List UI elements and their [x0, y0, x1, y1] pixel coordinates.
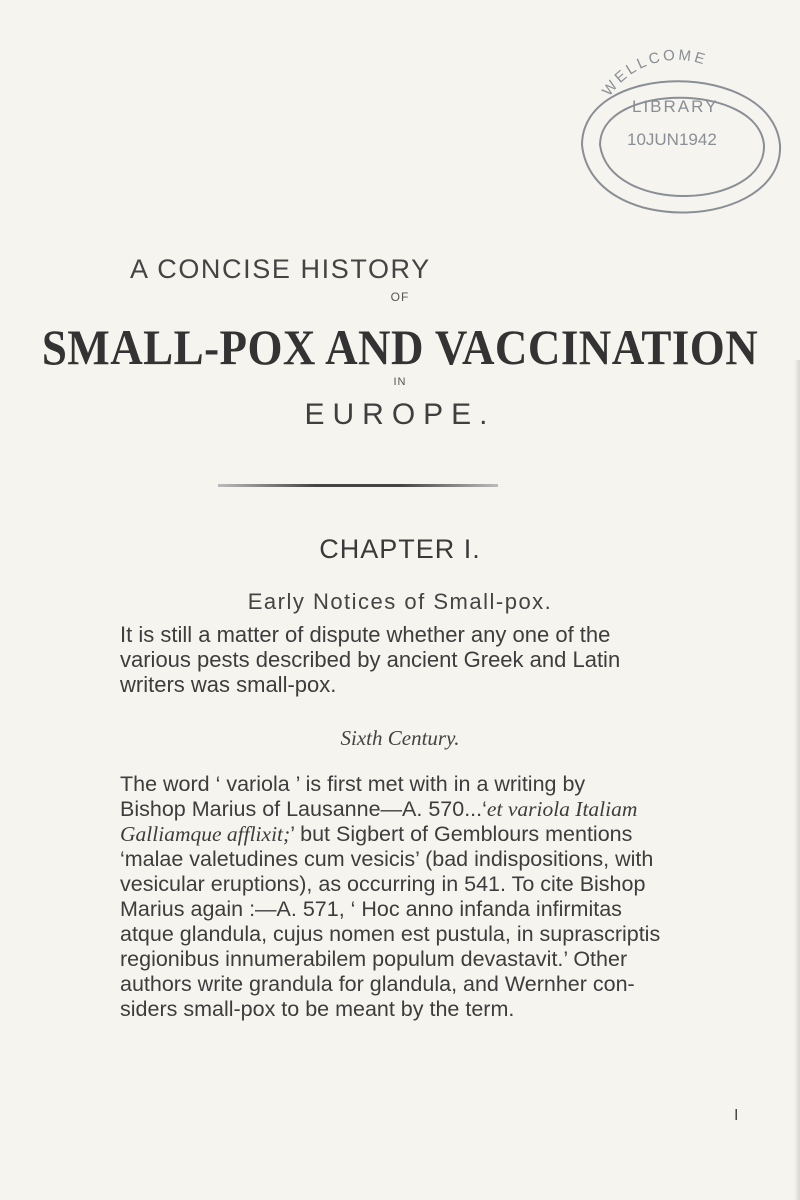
- stamp-label: LIBRARY: [632, 97, 719, 116]
- library-stamp-graphic: [552, 20, 800, 310]
- title-divider: [218, 484, 498, 487]
- paragraph-line: Marius again :—A. 571, ‘ Hoc anno infanda infirmitas: [120, 897, 622, 921]
- paragraph-line: siders small-pox to be meant by the term.: [120, 997, 515, 1021]
- latin-quote: Galliamque afflixit;: [120, 822, 291, 846]
- paragraph-line: [120, 797, 720, 822]
- paragraph-line: atque glandula, cujus nomen est pustula, in suprascriptis: [120, 922, 661, 946]
- stamp-top-text: WELLCOME: [598, 46, 710, 100]
- stamp-date: 10JUN1942: [627, 130, 717, 149]
- paragraph-line: various pests described by ancient Greek and Latin: [120, 647, 621, 672]
- chapter-heading: CHAPTER I.: [319, 534, 481, 564]
- paragraph-text: Bishop Marius of Lausanne—A. 570...‘: [120, 797, 487, 821]
- title-of-word: OF: [390, 290, 410, 304]
- page-number: I: [734, 1107, 739, 1124]
- paragraph-line: authors write grandula for glandula, and Wernher con-: [120, 972, 635, 996]
- paragraph-line: It is still a matter of dispute whether any one of the: [120, 622, 611, 647]
- paragraph-line: [120, 822, 720, 847]
- latin-quote: et variola Italiam: [486, 797, 638, 821]
- paragraph-line: vesicular eruptions), as occurring in 541. To cite Bishop: [120, 872, 646, 896]
- paragraph-line: writers was small-pox.: [120, 672, 337, 697]
- series-line: A CONCISE HISTORY: [130, 254, 431, 284]
- book-title: SMALL-POX AND VACCINATION: [41, 319, 759, 375]
- section-subheading: Sixth Century.: [340, 726, 460, 750]
- paragraph-line: The word ‘ variola ’ is first met with in a writing by: [120, 772, 586, 796]
- paragraph-line: regionibus innumerabilem populum devastavit.’ Other: [120, 947, 628, 971]
- library-stamp: [552, 20, 800, 310]
- title-place: EUROPE.: [304, 398, 496, 431]
- paragraph-variola: [120, 772, 720, 1022]
- page-edge-shadow: [794, 360, 800, 1200]
- paragraph-line: ‘malae valetudines cum vesicis’ (bad indispositions, with: [120, 847, 654, 871]
- paragraph-text: ’ but Sigbert of Gemblours mentions: [290, 822, 633, 846]
- title-in-word: IN: [393, 376, 407, 388]
- chapter-title: Early Notices of Small-pox.: [247, 589, 553, 614]
- paragraph-intro: [120, 622, 720, 697]
